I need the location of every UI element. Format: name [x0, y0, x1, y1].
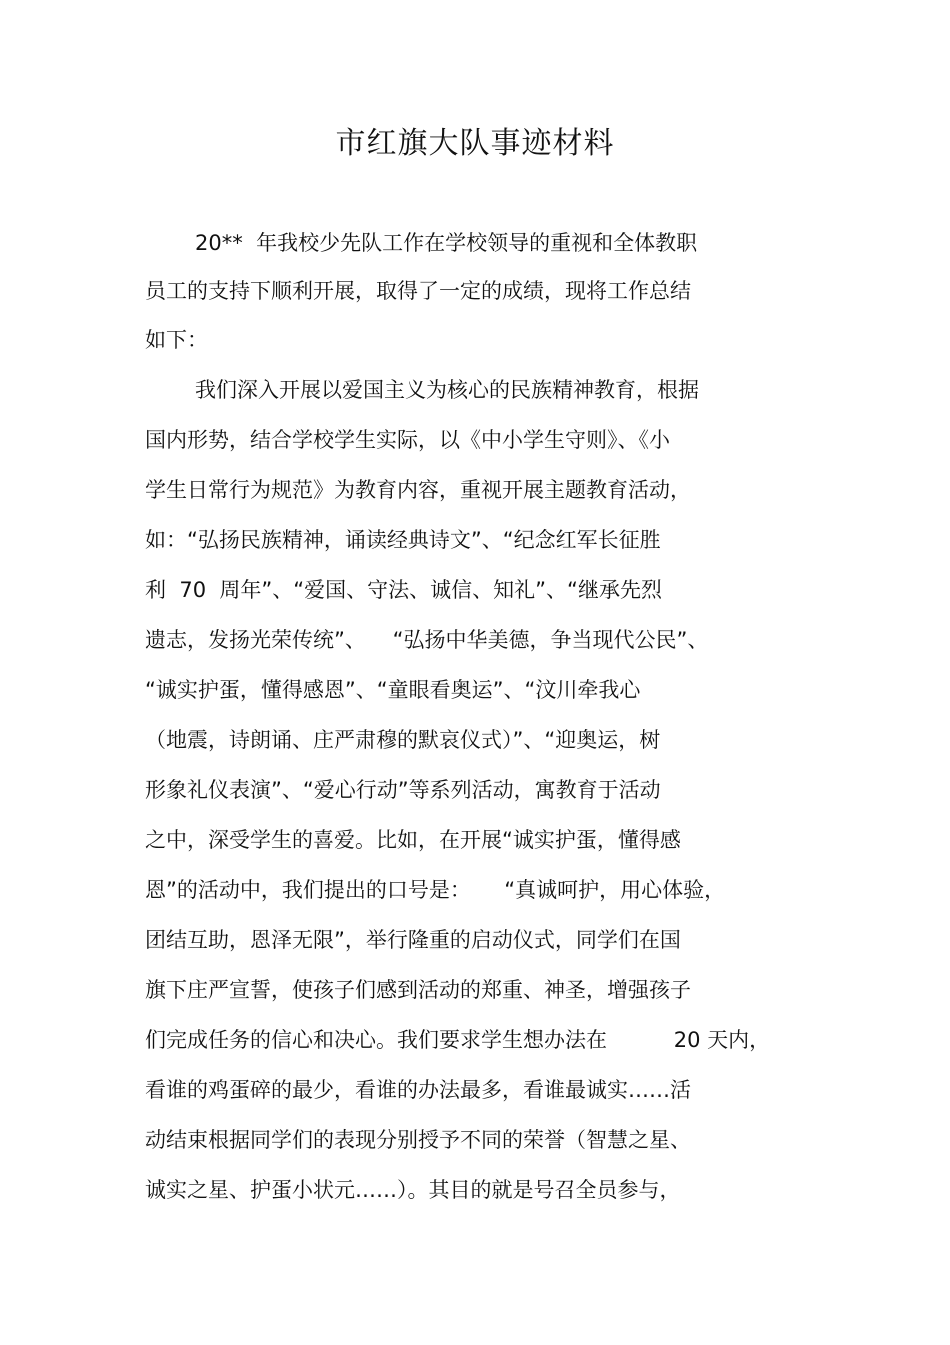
paragraph-line: 形象礼仪表演”、“爱心行动”等系列活动，寓教育于活动 [145, 778, 661, 802]
paragraph-line: 遗志，发扬光荣传统”、 “弘扬中华美德，争当现代公民”、 [145, 628, 709, 652]
paragraph-line: 看谁的鸡蛋碎的最少，看谁的办法最多，看谁最诚实……活 [145, 1078, 691, 1102]
paragraph-line: 员工的支持下顺利开展，取得了一定的成绩，现将工作总结 [145, 279, 691, 303]
paragraph-line: （地震，诗朗诵、庄严肃穆的默哀仪式）”、“迎奥运，树 [145, 728, 661, 752]
paragraph-line: 旗下庄严宣誓，使孩子们感到活动的郑重、神圣，增强孩子 [145, 978, 691, 1002]
paragraph-line: 恩”的活动中，我们提出的口号是： “真诚呵护，用心体验， [145, 878, 726, 902]
paragraph-line: 们完成任务的信心和决心。我们要求学生想办法在 20 天内， [145, 1028, 771, 1052]
paragraph-line: 学生日常行为规范》为教育内容，重视开展主题教育活动， [145, 478, 691, 502]
paragraph-line: 团结互助，恩泽无限”，举行隆重的启动仪式，同学们在国 [145, 928, 681, 952]
paragraph-line: 如：“弘扬民族精神，诵读经典诗文”、“纪念红军长征胜 [145, 528, 661, 552]
paragraph-line: 之中，深受学生的喜爱。比如，在开展“诚实护蛋，懂得感 [145, 828, 681, 852]
paragraph-line: 利 70 周年”、“爱国、守法、诚信、知礼”、“继承先烈 [145, 578, 662, 602]
paragraph-line: 国内形势，结合学校学生实际，以《中小学生守则》、《小 [145, 428, 670, 452]
document-title: 市红旗大队事迹材料 [335, 126, 615, 161]
paragraph-line: 如下： [145, 328, 208, 352]
paragraph-line: 20** 年我校少先队工作在学校领导的重视和全体教职 [195, 231, 698, 255]
paragraph-line: 诚实之星、护蛋小状元……）。其目的就是号召全员参与， [145, 1178, 681, 1202]
paragraph-line: 我们深入开展以爱国主义为核心的民族精神教育，根据 [195, 378, 699, 402]
paragraph-line: 动结束根据同学们的表现分别授予不同的荣誉（智慧之星、 [145, 1128, 691, 1152]
paragraph-line: “诚实护蛋，懂得感恩”、“童眼看奥运”、“汶川牵我心 [145, 678, 641, 702]
